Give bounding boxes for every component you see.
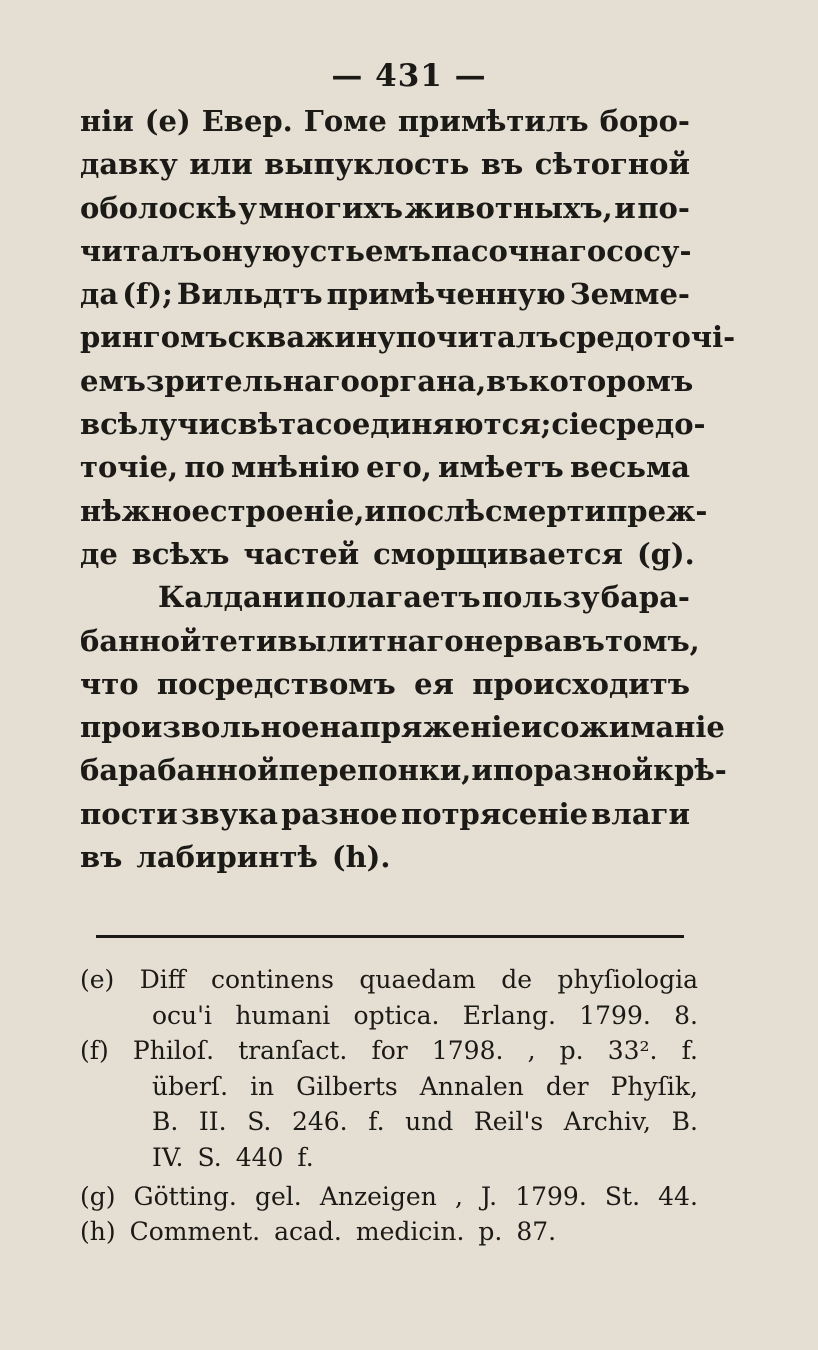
word: ея [414,666,454,701]
page-number: — 431 — [331,58,487,94]
word: (g) [80,1181,116,1211]
text-line [80,490,708,533]
word: бара- [600,580,690,615]
word: пользу [481,580,600,615]
word: f. [681,1036,698,1066]
text-line [80,446,690,489]
word: (h). [331,840,391,875]
text-line [80,793,690,836]
word: tranſact. [238,1036,348,1066]
text-line [80,143,690,186]
word: и [471,753,493,788]
word: крѣ- [653,753,727,788]
word: der [545,1071,589,1101]
footnote-g [80,1179,698,1215]
word: (e) [80,965,115,994]
word: послѣ [385,493,486,528]
word: свѣта [219,407,315,442]
word: humani [235,1000,331,1030]
word: средоточі- [558,320,736,355]
word: (e) [144,104,191,138]
word: for [371,1036,408,1066]
word: рингомъ [80,320,228,355]
footnote-f [80,1033,698,1175]
word: in [250,1071,275,1101]
footnote-line [80,1104,698,1140]
word: überſ. [152,1071,229,1101]
footnote-line [80,962,698,998]
word: де [80,536,118,571]
footnote-line [80,1140,698,1176]
word: банной [80,623,202,658]
word: нерва [463,623,563,658]
word: gel. [254,1181,302,1211]
word: преж- [606,493,708,528]
word: Евер. [201,104,293,138]
word: которомъ [528,363,694,398]
word: произвольное [80,710,320,745]
word: (f); [122,277,173,312]
word: 1799. [579,1000,651,1030]
word: по- [637,190,690,225]
word: многихъ [258,190,404,225]
word: или [189,147,253,182]
text-line [80,706,725,749]
word: IV. [152,1142,184,1172]
word: 33². [607,1036,658,1066]
word: тетивы [201,623,327,658]
word: органа, [359,363,487,398]
word: Götting. [133,1181,237,1211]
word: зрительнаго [145,363,360,398]
word: въ [480,147,524,182]
text-line [80,100,690,143]
word: по [492,753,534,788]
word: , [527,1036,536,1066]
word: ніи [80,104,134,138]
text-line [80,620,700,663]
text-line [80,360,694,403]
word: und [405,1107,454,1137]
word: да [80,277,119,312]
paragraph-1 [80,100,736,576]
word: нѣжное [80,493,210,528]
word: имѣетъ [438,450,564,485]
word: давку [80,147,178,182]
word: животныхъ, [404,190,613,225]
word: 1799. [515,1181,587,1211]
text-line [80,749,727,792]
word: читалъ [80,233,203,268]
word: de [501,965,533,994]
word: точіе, [80,450,179,485]
word: соединяются; [314,407,552,442]
footnote-h [80,1214,698,1250]
word: Reil's [473,1107,544,1137]
word: Anzeigen [319,1181,437,1211]
word: звука [180,796,278,831]
word: Гоме [303,104,387,138]
footnote-line [80,998,698,1034]
word: S. [247,1107,272,1137]
footnote-line [80,1214,698,1250]
word: всѣхъ [131,536,230,571]
word: потрясеніе [401,796,589,831]
footnote-divider [96,935,684,938]
footnote-e [80,962,698,1033]
word: Erlang. [462,1000,556,1030]
text-line [80,663,690,706]
word: выпуклость [264,147,470,182]
word: 246. [291,1107,348,1137]
word: весьма [570,450,690,485]
word: 1798. [431,1036,504,1066]
footnote-line [80,1033,698,1069]
word: у [238,190,257,225]
word: влаги [591,796,690,831]
word: устьемъ [291,233,431,268]
word: что [80,666,139,701]
text-line [80,403,706,446]
word: , [454,1181,463,1211]
word: B. [671,1107,698,1137]
word: лабиринтѣ [136,840,318,875]
word: f. [297,1142,314,1172]
word: по [184,450,225,485]
word: Phyſik, [610,1071,698,1101]
footnotes [80,962,698,1250]
word: разной [533,753,654,788]
word: разное [281,796,398,831]
word: оболоскѣ [80,190,237,225]
footnote-line [80,1069,698,1105]
word: примѣченную [326,277,566,312]
word: сосу- [606,233,692,268]
word: его, [366,450,432,485]
word: сѣтогной [534,147,690,182]
word: Калдани [158,580,305,615]
text-line [80,836,690,879]
body-text [80,100,736,879]
word: quaedam [359,965,476,994]
word: всѣ [80,407,139,442]
word: въ [486,363,529,398]
word: сожиманіе [542,710,725,745]
word: p. [559,1036,584,1066]
word: перепонки, [278,753,472,788]
word: 440 [235,1142,284,1172]
word: J. [481,1181,498,1211]
word: почиталъ [395,320,559,355]
text-line [80,316,736,359]
word: емъ [80,363,146,398]
word: сіе [551,407,599,442]
text-line [80,576,690,619]
word: и [614,190,636,225]
word: 87. [516,1217,557,1247]
word: II. [198,1107,227,1137]
word: боро- [599,104,690,138]
word: оную [202,233,292,268]
word: Вильдтъ [176,277,323,312]
word: medicin. [355,1217,465,1247]
word: Archiv, [563,1107,651,1137]
word: (g). [636,536,695,571]
word: происходитъ [472,666,690,701]
word: (f) [80,1036,109,1066]
word: частей [243,536,360,571]
text-line [80,273,690,316]
word: f. [368,1107,385,1137]
word: пости [80,796,178,831]
word: p. [478,1217,503,1247]
word: Philoſ. [132,1036,215,1066]
word: скважину [227,320,396,355]
word: и [520,710,543,745]
word: и [364,493,386,528]
text-line [80,187,690,230]
word: барабанной [80,753,279,788]
word: полагаетъ [305,580,481,615]
word: B. [152,1107,179,1137]
word: сморщивается [373,536,623,571]
word: S. [197,1142,222,1172]
word: (h) [80,1217,116,1247]
word: лучи [138,407,220,442]
word: 8. [674,1000,698,1030]
paragraph-2 [80,576,727,879]
word: посредствомъ [156,666,396,701]
word: ocu'i [152,1000,213,1030]
word: строеніе, [209,493,365,528]
word: 44. [658,1181,698,1211]
word: optica. [353,1000,440,1030]
word: томъ, [604,623,700,658]
footnote-line [80,1179,698,1215]
word: acad. [274,1217,342,1247]
word: примѣтилъ [397,104,589,138]
word: Annalen [419,1071,524,1101]
text-line [80,533,695,576]
word: литнаго [326,623,464,658]
word: Gilberts [296,1071,398,1101]
word: мнѣнію [231,450,360,485]
word: средо- [598,407,706,442]
word: въ [80,840,123,875]
text-line [80,230,690,273]
word: смерти [485,493,607,528]
word: phyſiologia [557,965,698,994]
word: St. [604,1181,641,1211]
word: пасочнаго [430,233,607,268]
word: continens [210,965,334,994]
word: напряженіе [319,710,521,745]
word: въ [562,623,605,658]
word: Diff [139,965,186,994]
word: Земме- [569,277,690,312]
word: Comment. [129,1217,261,1247]
